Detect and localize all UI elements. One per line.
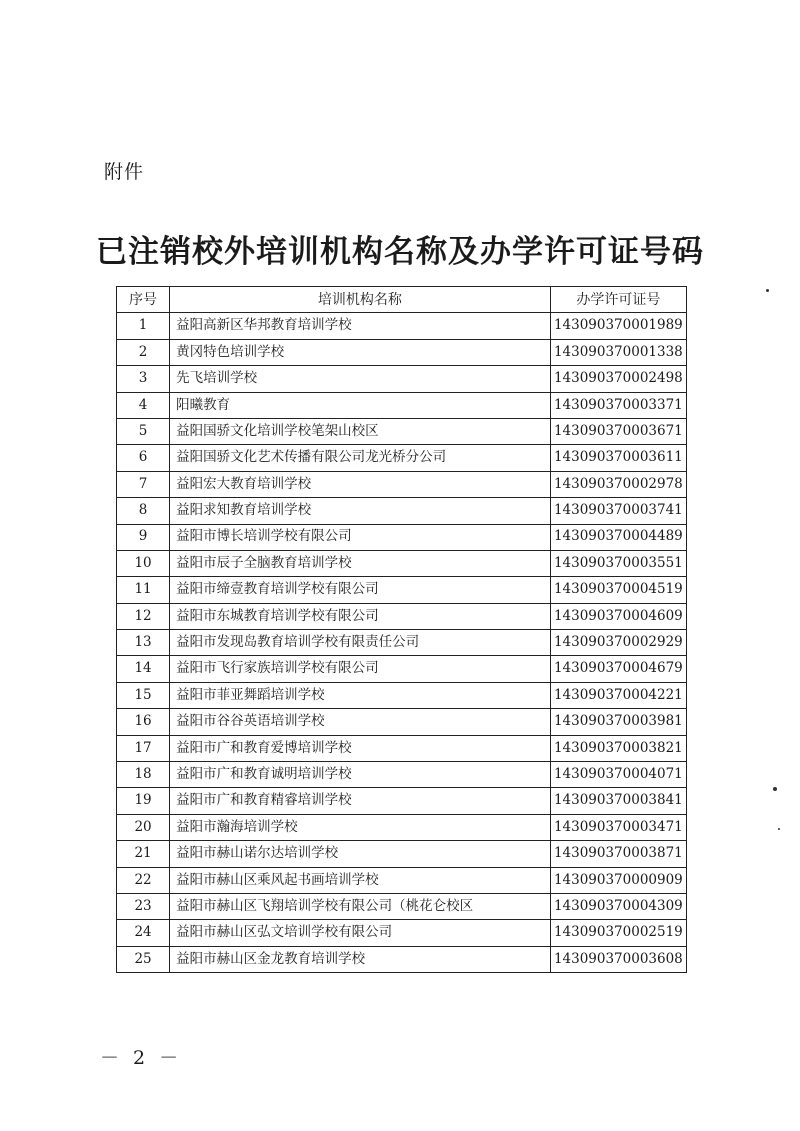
row-institution-name: 益阳市辰子全脑教育培训学校 xyxy=(170,550,551,576)
table-row xyxy=(117,392,687,418)
scan-speck xyxy=(778,828,780,830)
table-row xyxy=(117,498,687,524)
row-license-number: 143090370004489 xyxy=(550,524,686,550)
row-institution-name: 益阳市广和教育精睿培训学校 xyxy=(170,788,551,814)
row-index: 9 xyxy=(117,524,170,550)
row-index: 19 xyxy=(117,788,170,814)
row-license-number: 143090370003611 xyxy=(550,445,686,471)
row-license-number: 143090370003841 xyxy=(550,788,686,814)
row-license-number: 143090370003671 xyxy=(550,418,686,444)
row-index: 10 xyxy=(117,550,170,576)
header-license: 办学许可证号 xyxy=(550,287,686,313)
row-institution-name: 益阳市缔壹教育培训学校有限公司 xyxy=(170,577,551,603)
row-license-number: 143090370002498 xyxy=(550,366,686,392)
row-institution-name: 益阳宏大教育培训学校 xyxy=(170,471,551,497)
row-institution-name: 黄冈特色培训学校 xyxy=(170,339,551,365)
row-institution-name: 益阳市赫山区弘文培训学校有限公司 xyxy=(170,920,551,946)
table-row xyxy=(117,313,687,339)
scan-speck xyxy=(766,289,769,292)
table-row xyxy=(117,893,687,919)
header-name: 培训机构名称 xyxy=(170,287,551,313)
row-index: 3 xyxy=(117,366,170,392)
table-row xyxy=(117,841,687,867)
table-header-row xyxy=(117,287,687,313)
row-license-number: 143090370000909 xyxy=(550,867,686,893)
institution-table xyxy=(116,286,687,973)
table-row xyxy=(117,524,687,550)
row-license-number: 143090370002929 xyxy=(550,630,686,656)
row-license-number: 143090370003608 xyxy=(550,946,686,972)
row-index: 2 xyxy=(117,339,170,365)
row-institution-name: 益阳市博长培训学校有限公司 xyxy=(170,524,551,550)
table-body xyxy=(117,313,687,973)
table-row xyxy=(117,867,687,893)
row-institution-name: 益阳国骄文化艺术传播有限公司龙光桥分公司 xyxy=(170,445,551,471)
table-row xyxy=(117,762,687,788)
attachment-label: 附件 xyxy=(104,161,145,183)
row-index: 23 xyxy=(117,893,170,919)
row-institution-name: 益阳国骄文化培训学校笔架山校区 xyxy=(170,418,551,444)
row-institution-name: 先飞培训学校 xyxy=(170,366,551,392)
row-license-number: 143090370004609 xyxy=(550,603,686,629)
row-license-number: 143090370003371 xyxy=(550,392,686,418)
row-license-number: 143090370004679 xyxy=(550,656,686,682)
table-row xyxy=(117,946,687,972)
page-number: － 2 － xyxy=(100,1047,183,1069)
row-license-number: 143090370003981 xyxy=(550,709,686,735)
table-row xyxy=(117,630,687,656)
row-institution-name: 益阳市广和教育诚明培训学校 xyxy=(170,762,551,788)
row-license-number: 143090370003741 xyxy=(550,498,686,524)
table-row xyxy=(117,445,687,471)
row-index: 11 xyxy=(117,577,170,603)
table-row xyxy=(117,366,687,392)
table-row xyxy=(117,656,687,682)
row-index: 7 xyxy=(117,471,170,497)
row-index: 13 xyxy=(117,630,170,656)
scan-speck xyxy=(773,787,777,791)
document-title: 已注销校外培训机构名称及办学许可证号码 xyxy=(96,234,704,270)
row-index: 14 xyxy=(117,656,170,682)
table-row xyxy=(117,471,687,497)
row-index: 15 xyxy=(117,682,170,708)
row-license-number: 143090370004221 xyxy=(550,682,686,708)
table-row xyxy=(117,920,687,946)
row-index: 5 xyxy=(117,418,170,444)
table-row xyxy=(117,709,687,735)
row-index: 25 xyxy=(117,946,170,972)
row-index: 24 xyxy=(117,920,170,946)
row-institution-name: 益阳市赫山诺尔达培训学校 xyxy=(170,841,551,867)
row-license-number: 143090370003821 xyxy=(550,735,686,761)
row-index: 12 xyxy=(117,603,170,629)
header-index: 序号 xyxy=(117,287,170,313)
row-index: 17 xyxy=(117,735,170,761)
row-license-number: 143090370004309 xyxy=(550,893,686,919)
table-row xyxy=(117,339,687,365)
row-institution-name: 益阳求知教育培训学校 xyxy=(170,498,551,524)
table-row xyxy=(117,814,687,840)
row-index: 16 xyxy=(117,709,170,735)
row-license-number: 143090370003551 xyxy=(550,550,686,576)
row-index: 6 xyxy=(117,445,170,471)
row-institution-name: 益阳市赫山区飞翔培训学校有限公司（桃花仑校区 xyxy=(170,893,551,919)
row-license-number: 143090370001338 xyxy=(550,339,686,365)
table-row xyxy=(117,735,687,761)
table-row xyxy=(117,418,687,444)
table-row xyxy=(117,577,687,603)
row-index: 20 xyxy=(117,814,170,840)
row-index: 1 xyxy=(117,313,170,339)
row-index: 21 xyxy=(117,841,170,867)
row-license-number: 143090370004071 xyxy=(550,762,686,788)
row-license-number: 143090370003871 xyxy=(550,841,686,867)
row-institution-name: 益阳市赫山区乘风起书画培训学校 xyxy=(170,867,551,893)
row-license-number: 143090370003471 xyxy=(550,814,686,840)
row-index: 22 xyxy=(117,867,170,893)
row-license-number: 143090370004519 xyxy=(550,577,686,603)
table-row xyxy=(117,788,687,814)
row-institution-name: 益阳市广和教育爱博培训学校 xyxy=(170,735,551,761)
row-license-number: 143090370001989 xyxy=(550,313,686,339)
row-institution-name: 益阳市发现岛教育培训学校有限责任公司 xyxy=(170,630,551,656)
row-institution-name: 益阳市飞行家族培训学校有限公司 xyxy=(170,656,551,682)
row-license-number: 143090370002519 xyxy=(550,920,686,946)
row-institution-name: 阳曦教育 xyxy=(170,392,551,418)
row-index: 4 xyxy=(117,392,170,418)
table-row xyxy=(117,550,687,576)
row-index: 8 xyxy=(117,498,170,524)
row-institution-name: 益阳市菲亚舞蹈培训学校 xyxy=(170,682,551,708)
row-institution-name: 益阳市赫山区金龙教育培训学校 xyxy=(170,946,551,972)
row-license-number: 143090370002978 xyxy=(550,471,686,497)
row-institution-name: 益阳高新区华邦教育培训学校 xyxy=(170,313,551,339)
table-row xyxy=(117,603,687,629)
row-institution-name: 益阳市瀚海培训学校 xyxy=(170,814,551,840)
row-institution-name: 益阳市东城教育培训学校有限公司 xyxy=(170,603,551,629)
row-institution-name: 益阳市谷谷英语培训学校 xyxy=(170,709,551,735)
row-index: 18 xyxy=(117,762,170,788)
table-row xyxy=(117,682,687,708)
